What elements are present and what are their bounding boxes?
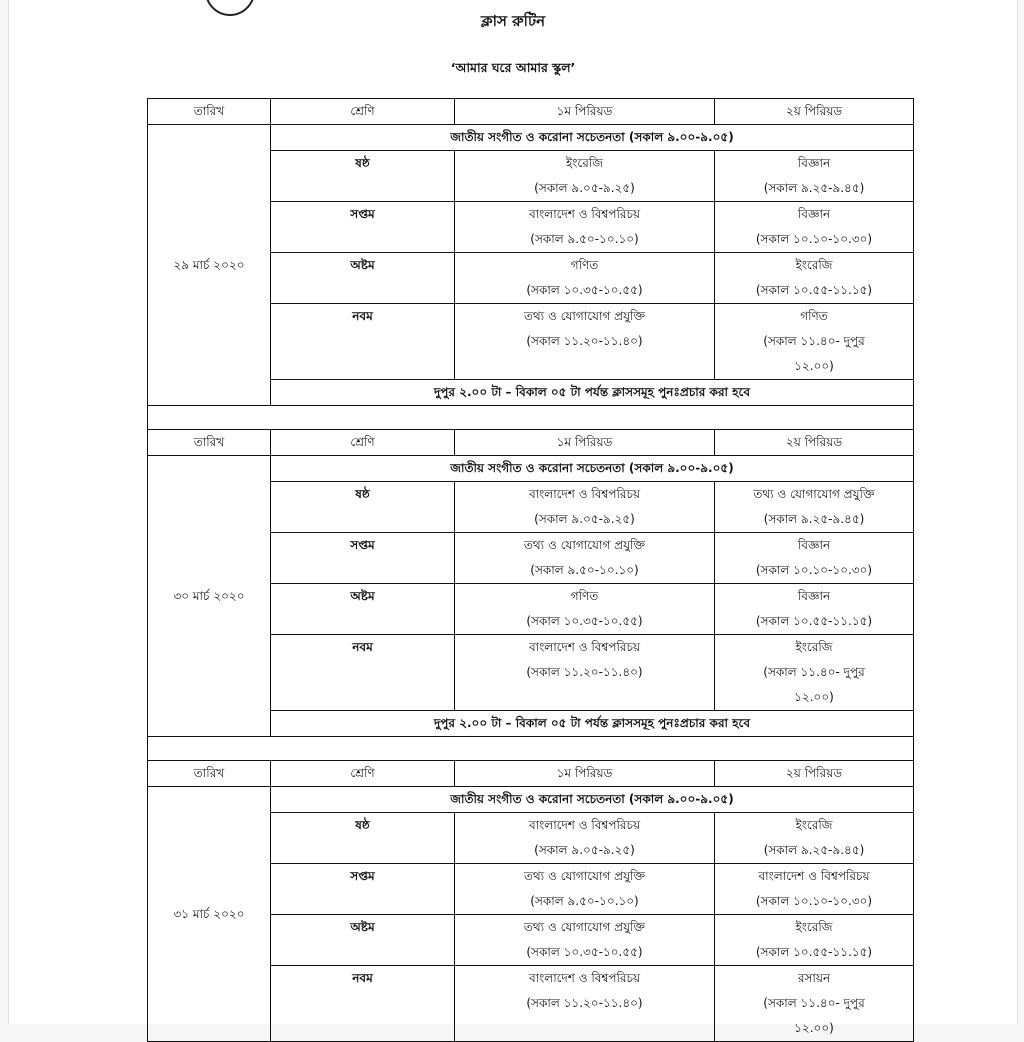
cell-line: বাংলাদেশ ও বিশ্বপরিচয় [528, 207, 641, 221]
cell-line: তথ্য ও যোগাযোগ প্রযুক্তি [753, 487, 875, 501]
spacer-row [148, 737, 914, 761]
class-cell: সপ্তম [271, 202, 455, 253]
cell-line: (সকাল ১০.১০-১০.৩০) [755, 894, 873, 908]
cell-line: (সকাল ১০.৩৫-১০.৫৫) [526, 614, 643, 628]
class-cell: সপ্তম [271, 864, 455, 915]
period-2-cell [715, 533, 914, 584]
cell-line: বাংলাদেশ ও বিশ্বপরিচয় [528, 487, 641, 501]
period-1-cell [455, 915, 715, 966]
document-subtitle: ‘আমার ঘরে আমার স্কুল’ [450, 60, 576, 75]
cell-line: ইংরেজি [795, 640, 833, 654]
spacer-cell [148, 737, 914, 761]
cell-line: (সকাল ৯.০৫-৯.২৫) [534, 181, 635, 195]
period-1-cell [455, 533, 715, 584]
period-1-cell [455, 584, 715, 635]
period-2-cell [715, 966, 914, 1042]
header-period-2: ২য় পিরিয়ড [715, 99, 914, 125]
cell-line: বিজ্ঞান [797, 156, 831, 170]
period-2-cell [715, 635, 914, 711]
cell-line: (সকাল ১১.৪০- দুপুর [763, 334, 865, 348]
table-header-row [148, 99, 914, 125]
cell-line: ১২.০০) [794, 690, 834, 704]
table-header-row [148, 761, 914, 787]
cell-line: ইংরেজি [795, 818, 833, 832]
period-1-cell [455, 813, 715, 864]
cell-line: বাংলাদেশ ও বিশ্বপরিচয় [528, 640, 641, 654]
period-1-cell [455, 304, 715, 380]
header-period-1: ১ম পিরিয়ড [455, 430, 715, 456]
cell-line: ইংরেজি [566, 156, 603, 170]
header-period-1: ১ম পিরিয়ড [455, 99, 715, 125]
document-title: ক্লাস রুটিন [480, 12, 546, 30]
header-period-1: ১ম পিরিয়ড [455, 761, 715, 787]
header-class: শ্রেণি [271, 99, 455, 125]
anthem-cell: জাতীয় সংগীত ও করোনা সচেতনতা (সকাল ৯.০০-৯.০৫) [271, 456, 914, 482]
period-1-cell [455, 253, 715, 304]
period-2-cell [715, 482, 914, 533]
cell-line: বিজ্ঞান [797, 207, 831, 221]
class-cell: নবম [271, 966, 455, 1042]
class-cell: অষ্টম [271, 915, 455, 966]
cell-line: (সকাল ১০.৩৫-১০.৫৫) [526, 283, 643, 297]
cell-line: বাংলাদেশ ও বিশ্বপরিচয় [528, 818, 641, 832]
cell-line: (সকাল ১০.১০-১০.৩০) [755, 563, 873, 577]
period-2-cell [715, 151, 914, 202]
period-1-cell [455, 482, 715, 533]
cell-line: (সকাল ৯.০৫-৯.২৫) [534, 512, 635, 526]
period-1-cell [455, 202, 715, 253]
cell-line: (সকাল ১১.২০-১১.৪০) [526, 334, 643, 348]
period-1-cell [455, 151, 715, 202]
period-1-cell [455, 864, 715, 915]
header-period-2: ২য় পিরিয়ড [715, 761, 914, 787]
period-2-cell [715, 915, 914, 966]
cell-line: ১২.০০) [794, 1021, 834, 1035]
header-class: শ্রেণি [271, 430, 455, 456]
cell-line: (সকাল ১১.৪০- দুপুর [763, 996, 865, 1010]
cell-line: বিজ্ঞান [797, 589, 831, 603]
cell-line: (সকাল ৯.২৫-৯.৪৫) [763, 181, 865, 195]
date-cell: ৩০ মার্চ ২০২০ [148, 456, 271, 737]
period-2-cell [715, 202, 914, 253]
class-cell: নবম [271, 635, 455, 711]
cell-line: গণিত [570, 589, 599, 603]
spacer-row [148, 406, 914, 430]
anthem-cell: জাতীয় সংগীত ও করোনা সচেতনতা (সকাল ৯.০০-৯.০৫) [271, 787, 914, 813]
cell-line: ইংরেজি [795, 920, 833, 934]
cell-line: তথ্য ও যোগাযোগ প্রযুক্তি [523, 538, 646, 552]
document-page [8, 0, 1018, 1035]
cell-line: (সকাল ১০.৫৫-১১.১৫) [755, 945, 873, 959]
cell-line: (সকাল ১০.৫৫-১১.১৫) [755, 614, 873, 628]
cell-line: (সকাল ৯.৫০-১০.১০) [530, 563, 639, 577]
rerun-cell: দুপুর ২.০০ টা – বিকাল ০৫ টা পর্যন্ত ক্লাসসমূহ পুনঃপ্রচার করা হবে [271, 380, 914, 406]
cell-line: (সকাল ১০.৫৫-১১.১৫) [755, 283, 873, 297]
cell-line: ইংরেজি [795, 258, 833, 272]
period-2-cell [715, 584, 914, 635]
header-period-2: ২য় পিরিয়ড [715, 430, 914, 456]
spacer-cell [148, 406, 914, 430]
class-cell: সপ্তম [271, 533, 455, 584]
header-class: শ্রেণি [271, 761, 455, 787]
class-routine-table [147, 98, 914, 1042]
cell-line: (সকাল ১১.২০-১১.৪০) [526, 665, 643, 679]
cell-line: (সকাল ৯.৫০-১০.১০) [530, 894, 639, 908]
period-2-cell [715, 253, 914, 304]
cell-line: তথ্য ও যোগাযোগ প্রযুক্তি [523, 920, 646, 934]
cell-line: রসায়ন [797, 971, 831, 985]
period-2-cell [715, 304, 914, 380]
cell-line: (সকাল ৯.২৫-৯.৪৫) [763, 843, 865, 857]
cell-line: (সকাল ৯.০৫-৯.২৫) [534, 843, 635, 857]
period-2-cell [715, 813, 914, 864]
header-date: তারিখ [148, 761, 271, 787]
period-2-cell [715, 864, 914, 915]
anthem-row [148, 125, 914, 151]
anthem-cell: জাতীয় সংগীত ও করোনা সচেতনতা (সকাল ৯.০০-৯.০৫) [271, 125, 914, 151]
period-1-cell [455, 635, 715, 711]
cell-line: (সকাল ৯.২৫-৯.৪৫) [763, 512, 865, 526]
cell-line: বিজ্ঞান [797, 538, 831, 552]
table-header-row [148, 430, 914, 456]
header-date: তারিখ [148, 430, 271, 456]
cell-line: বাংলাদেশ ও বিশ্বপরিচয় [758, 869, 870, 883]
rerun-cell: দুপুর ২.০০ টা – বিকাল ০৫ টা পর্যন্ত ক্লাসসমূহ পুনঃপ্রচার করা হবে [271, 711, 914, 737]
header-date: তারিখ [148, 99, 271, 125]
cell-line: ১২.০০) [794, 359, 834, 373]
class-cell: অষ্টম [271, 253, 455, 304]
class-cell: ষষ্ঠ [271, 813, 455, 864]
cell-line: গণিত [570, 258, 599, 272]
class-cell: অষ্টম [271, 584, 455, 635]
date-cell: ৩১ মার্চ ২০২০ [148, 787, 271, 1042]
cell-line: (সকাল ১০.১০-১০.৩০) [755, 232, 873, 246]
cell-line: (সকাল ১১.২০-১১.৪০) [526, 996, 643, 1010]
date-cell: ২৯ মার্চ ২০২০ [148, 125, 271, 406]
class-cell: ষষ্ঠ [271, 151, 455, 202]
class-cell: ষষ্ঠ [271, 482, 455, 533]
anthem-row [148, 787, 914, 813]
anthem-row [148, 456, 914, 482]
cell-line: (সকাল ১১.৪০- দুপুর [763, 665, 865, 679]
period-1-cell [455, 966, 715, 1042]
cell-line: বাংলাদেশ ও বিশ্বপরিচয় [528, 971, 641, 985]
cell-line: (সকাল ৯.৫০-১০.১০) [530, 232, 639, 246]
cell-line: গণিত [800, 309, 828, 323]
cell-line: (সকাল ১০.৩৫-১০.৫৫) [526, 945, 643, 959]
class-cell: নবম [271, 304, 455, 380]
cell-line: তথ্য ও যোগাযোগ প্রযুক্তি [523, 309, 646, 323]
cell-line: তথ্য ও যোগাযোগ প্রযুক্তি [523, 869, 646, 883]
